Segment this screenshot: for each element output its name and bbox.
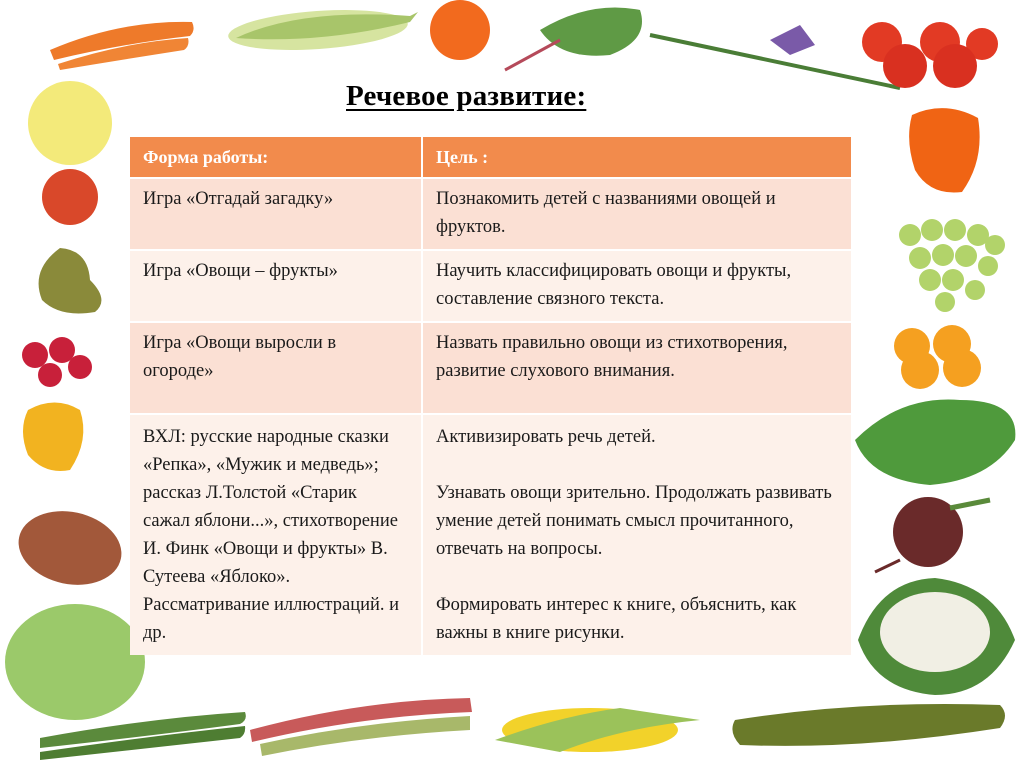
goal-text: Активизировать речь детей. xyxy=(436,427,656,447)
paragraph-gap xyxy=(436,451,838,479)
beet-icon xyxy=(875,497,990,572)
corn-icon xyxy=(227,5,418,55)
paragraph-gap xyxy=(436,563,838,591)
row-form-cell: Игра «Овощи – фрукты» xyxy=(130,250,422,322)
goal-text: Познакомить детей с названиями овощей и фруктов. xyxy=(436,189,776,237)
goal-text: Узнавать овощи зрительно. Продолжать развивать умение детей понимать смысл прочитанного, отвечать на вопросы. xyxy=(436,483,832,559)
table-row xyxy=(130,178,852,250)
row-goal-cell xyxy=(422,414,852,655)
table-row xyxy=(130,250,852,322)
sweet-potato-icon xyxy=(12,502,129,594)
cabbage-icon xyxy=(5,604,145,720)
cauliflower-icon xyxy=(858,578,1015,695)
green-onion-icon xyxy=(650,25,900,88)
goal-text: Научить классифицировать овощи и фрукты, составление связного текста. xyxy=(436,261,792,309)
goal-text: Назвать правильно овощи из стихотворения, развитие слухового внимания. xyxy=(436,333,788,381)
activities-table xyxy=(130,137,853,655)
rhubarb-icon xyxy=(250,698,472,756)
row-goal-cell xyxy=(422,178,852,250)
pear-icon xyxy=(39,248,102,314)
raspberries-icon xyxy=(22,337,92,387)
table-header-row xyxy=(130,137,852,178)
row-form-cell: ВХЛ: русские народные сказки «Репка», «Мужик и медведь»; рассказ Л.Толстой «Старик сажал яблони...», стихотворение И. Финк «Овощи и фрукты» В. Сутеева «Яблоко». Рассматривание иллюстраций. и др. xyxy=(130,414,422,655)
row-goal-cell xyxy=(422,250,852,322)
tomatoes-icon xyxy=(862,22,998,88)
spinach-icon xyxy=(855,400,1015,486)
grapes-icon xyxy=(899,219,1005,312)
orange-pepper-icon xyxy=(909,108,980,192)
orange-icon xyxy=(430,0,490,60)
header-form: Форма работы: xyxy=(130,137,422,178)
table-row xyxy=(130,322,852,414)
row-form-cell: Игра «Отгадай загадку» xyxy=(130,178,422,250)
yellow-pepper-icon xyxy=(23,403,83,472)
carrots-icon xyxy=(50,22,194,70)
apple-icon xyxy=(42,169,98,225)
row-goal-cell xyxy=(422,322,852,414)
table-row xyxy=(130,414,852,655)
oranges-icon xyxy=(894,325,981,389)
header-goal: Цель : xyxy=(422,137,852,178)
corn-cob-icon xyxy=(495,708,700,752)
page-title: Речевое развитие: xyxy=(346,80,587,112)
row-form-cell: Игра «Овощи выросли в огороде» xyxy=(130,322,422,414)
chard-icon xyxy=(505,8,642,71)
zucchini-icon xyxy=(732,704,1005,746)
goal-text: Формировать интерес к книге, объяснить, как важны в книге рисунки. xyxy=(436,595,797,643)
grapefruit-icon xyxy=(28,81,112,165)
